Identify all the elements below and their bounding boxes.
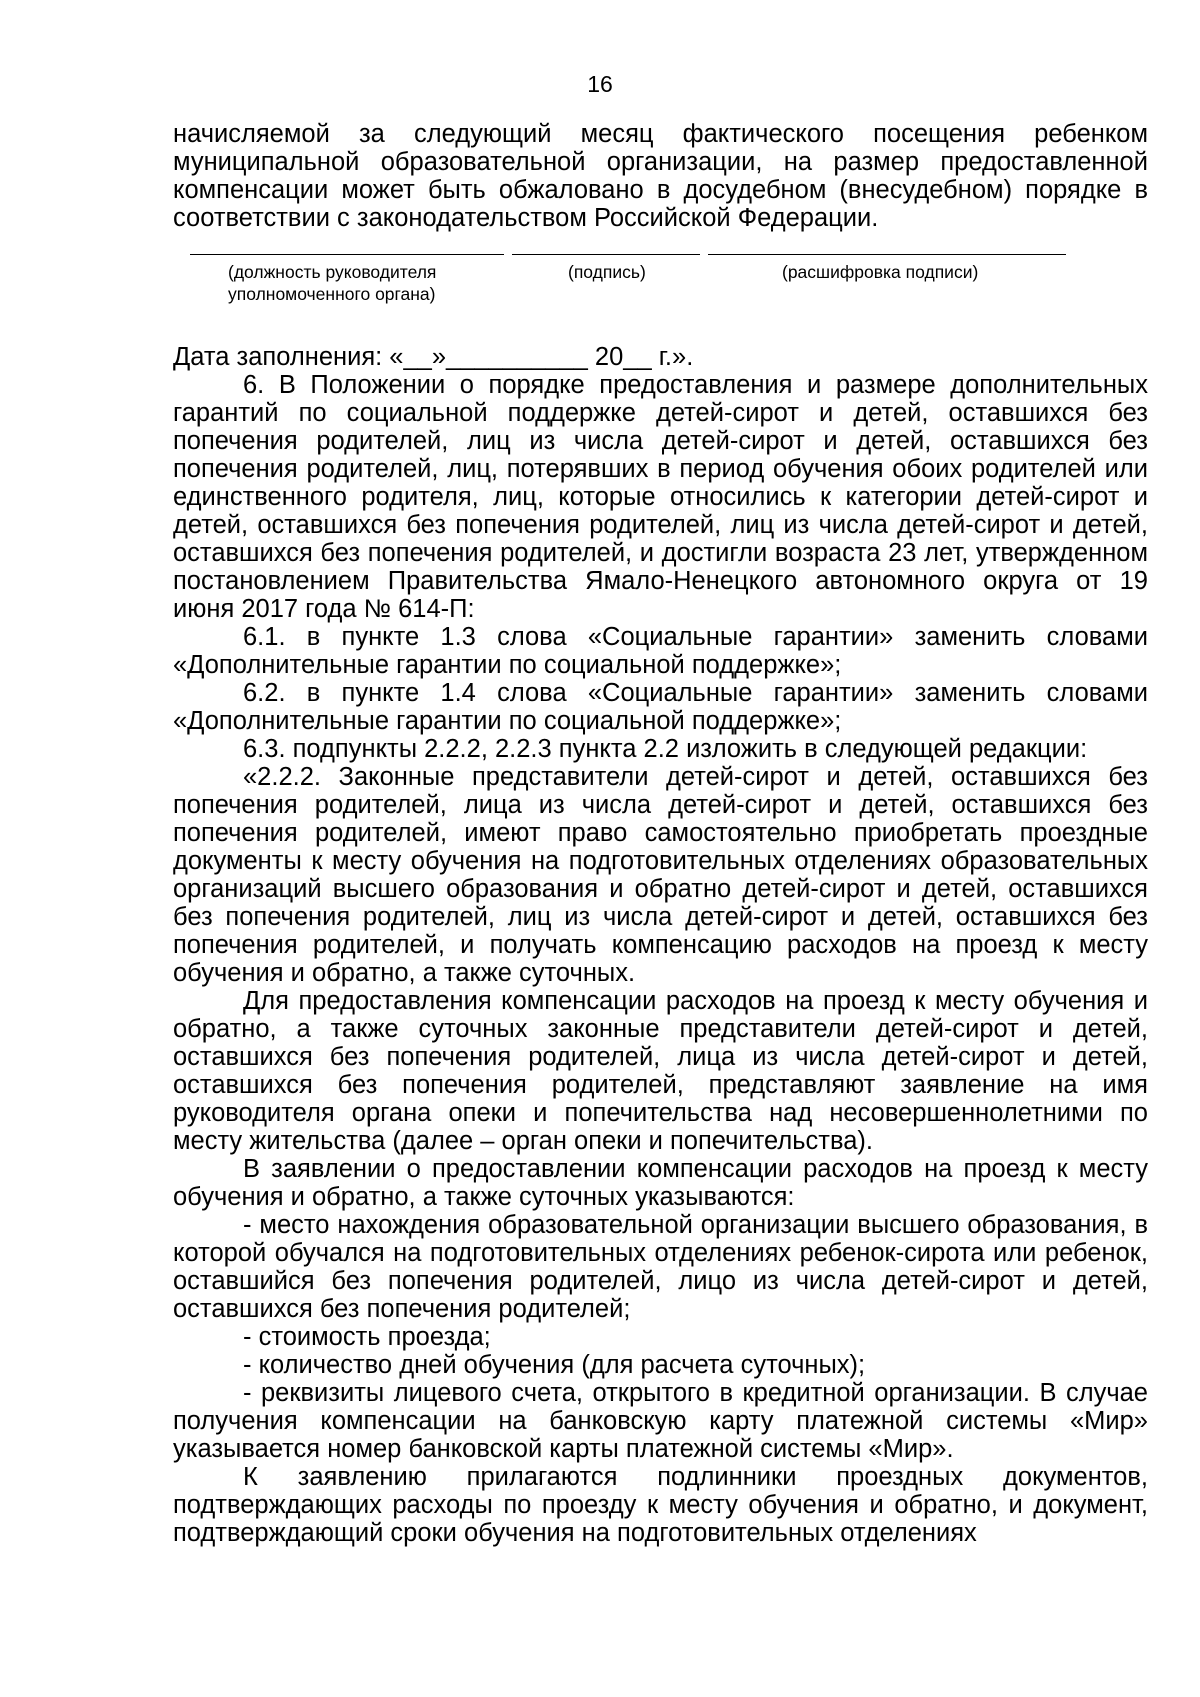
intro-paragraph-block	[173, 120, 1148, 232]
paragraph-attachments: К заявлению прилагаются подлинники проездных документов, подтверждающих расходы по проезду к месту обучения и обратно, и документ, подтверждающий сроки обучения на подготовительных отделениях	[173, 1463, 1148, 1547]
position-signature-line	[190, 254, 504, 255]
list-item-location: - место нахождения образовательной организации высшего образования, в которой обучался на подготовительных отделениях ребенок-сирота или ребенок, оставшийся без попечения родителей, лицо из числа детей-сирот и детей, оставшихся без попечения родителей;	[173, 1211, 1148, 1323]
main-text-block	[173, 371, 1148, 1547]
paragraph-item-6-1: 6.1. в пункте 1.3 слова «Социальные гарантии» заменить словами «Дополнительные гарантии по социальной поддержке»;	[173, 623, 1148, 679]
position-caption: (должность руководителя уполномоченного органа)	[228, 262, 437, 304]
list-item-bank-details: - реквизиты лицевого счета, открытого в кредитной организации. В случае получения компенсации на банковскую карту платежной системы «Мир» указывается номер банковской карты платежной системы «Мир».	[173, 1379, 1148, 1463]
paragraph-application-contents: В заявлении о предоставлении компенсации расходов на проезд к месту обучения и обратно, а также суточных указываются:	[173, 1155, 1148, 1211]
signature-line	[512, 254, 700, 255]
paragraph-item-6-3: 6.3. подпункты 2.2.2, 2.2.3 пункта 2.2 изложить в следующей редакции:	[243, 735, 1088, 763]
date-fill-line: Дата заполнения: «__»__________ 20__ г.».	[173, 343, 694, 371]
paragraph-compensation-application: Для предоставления компенсации расходов на проезд к месту обучения и обратно, а также суточных законные представители детей-сирот и детей, оставшихся без попечения родителей, лица из числа детей-сирот и детей, оставшихся без попечения родителей, представляют заявление на имя руководителя органа опеки и попечительства над несовершеннолетними по месту жительства (далее – орган опеки и попечительства).	[173, 987, 1148, 1155]
paragraph-item-6-2: 6.2. в пункте 1.4 слова «Социальные гарантии» заменить словами «Дополнительные гарантии по социальной поддержке»;	[173, 679, 1148, 735]
signature-block	[190, 254, 1130, 314]
page-number: 16	[587, 71, 613, 97]
decode-signature-line	[708, 254, 1066, 255]
decode-caption: (расшифровка подписи)	[782, 262, 979, 282]
paragraph-subitem-2-2-2: «2.2.2. Законные представители детей-сирот и детей, оставшихся без попечения родителей, лица из числа детей-сирот и детей, оставшихся без попечения родителей, имеют право самостоятельно приобретать проездные документы к месту обучения на подготовительных отделениях образовательных организаций высшего образования и обратно детей-сирот и детей, оставшихся без попечения родителей, лиц из числа детей-сирот и детей, оставшихся без попечения родителей, и получать компенсацию расходов на проезд к месту обучения и обратно, а также суточных.	[173, 763, 1148, 987]
intro-paragraph: начисляемой за следующий месяц фактического посещения ребенком муниципальной образовательной организации, на размер предоставленной компенсации может быть обжаловано в досудебном (внесудебном) порядке в соответствии с законодательством Российской Федерации.	[173, 120, 1148, 232]
signature-caption: (подпись)	[568, 262, 646, 282]
list-item-travel-cost: - стоимость проезда;	[243, 1323, 491, 1351]
list-item-study-days: - количество дней обучения (для расчета суточных);	[243, 1351, 866, 1379]
paragraph-item-6: 6. В Положении о порядке предоставления и размере дополнительных гарантий по социальной поддержке детей-сирот и детей, оставшихся без попечения родителей, лиц из числа детей-сирот и детей, оставшихся без попечения родителей, лиц, потерявших в период обучения обоих родителей или единственного родителя, лиц, которые относились к категории детей-сирот и детей, оставшихся без попечения родителей, лиц из числа детей-сирот и детей, оставшихся без попечения родителей, и достигли возраста 23 лет, утвержденном постановлением Правительства Ямало-Ненецкого автономного округа от 19 июня 2017 года № 614-П:	[173, 371, 1148, 623]
